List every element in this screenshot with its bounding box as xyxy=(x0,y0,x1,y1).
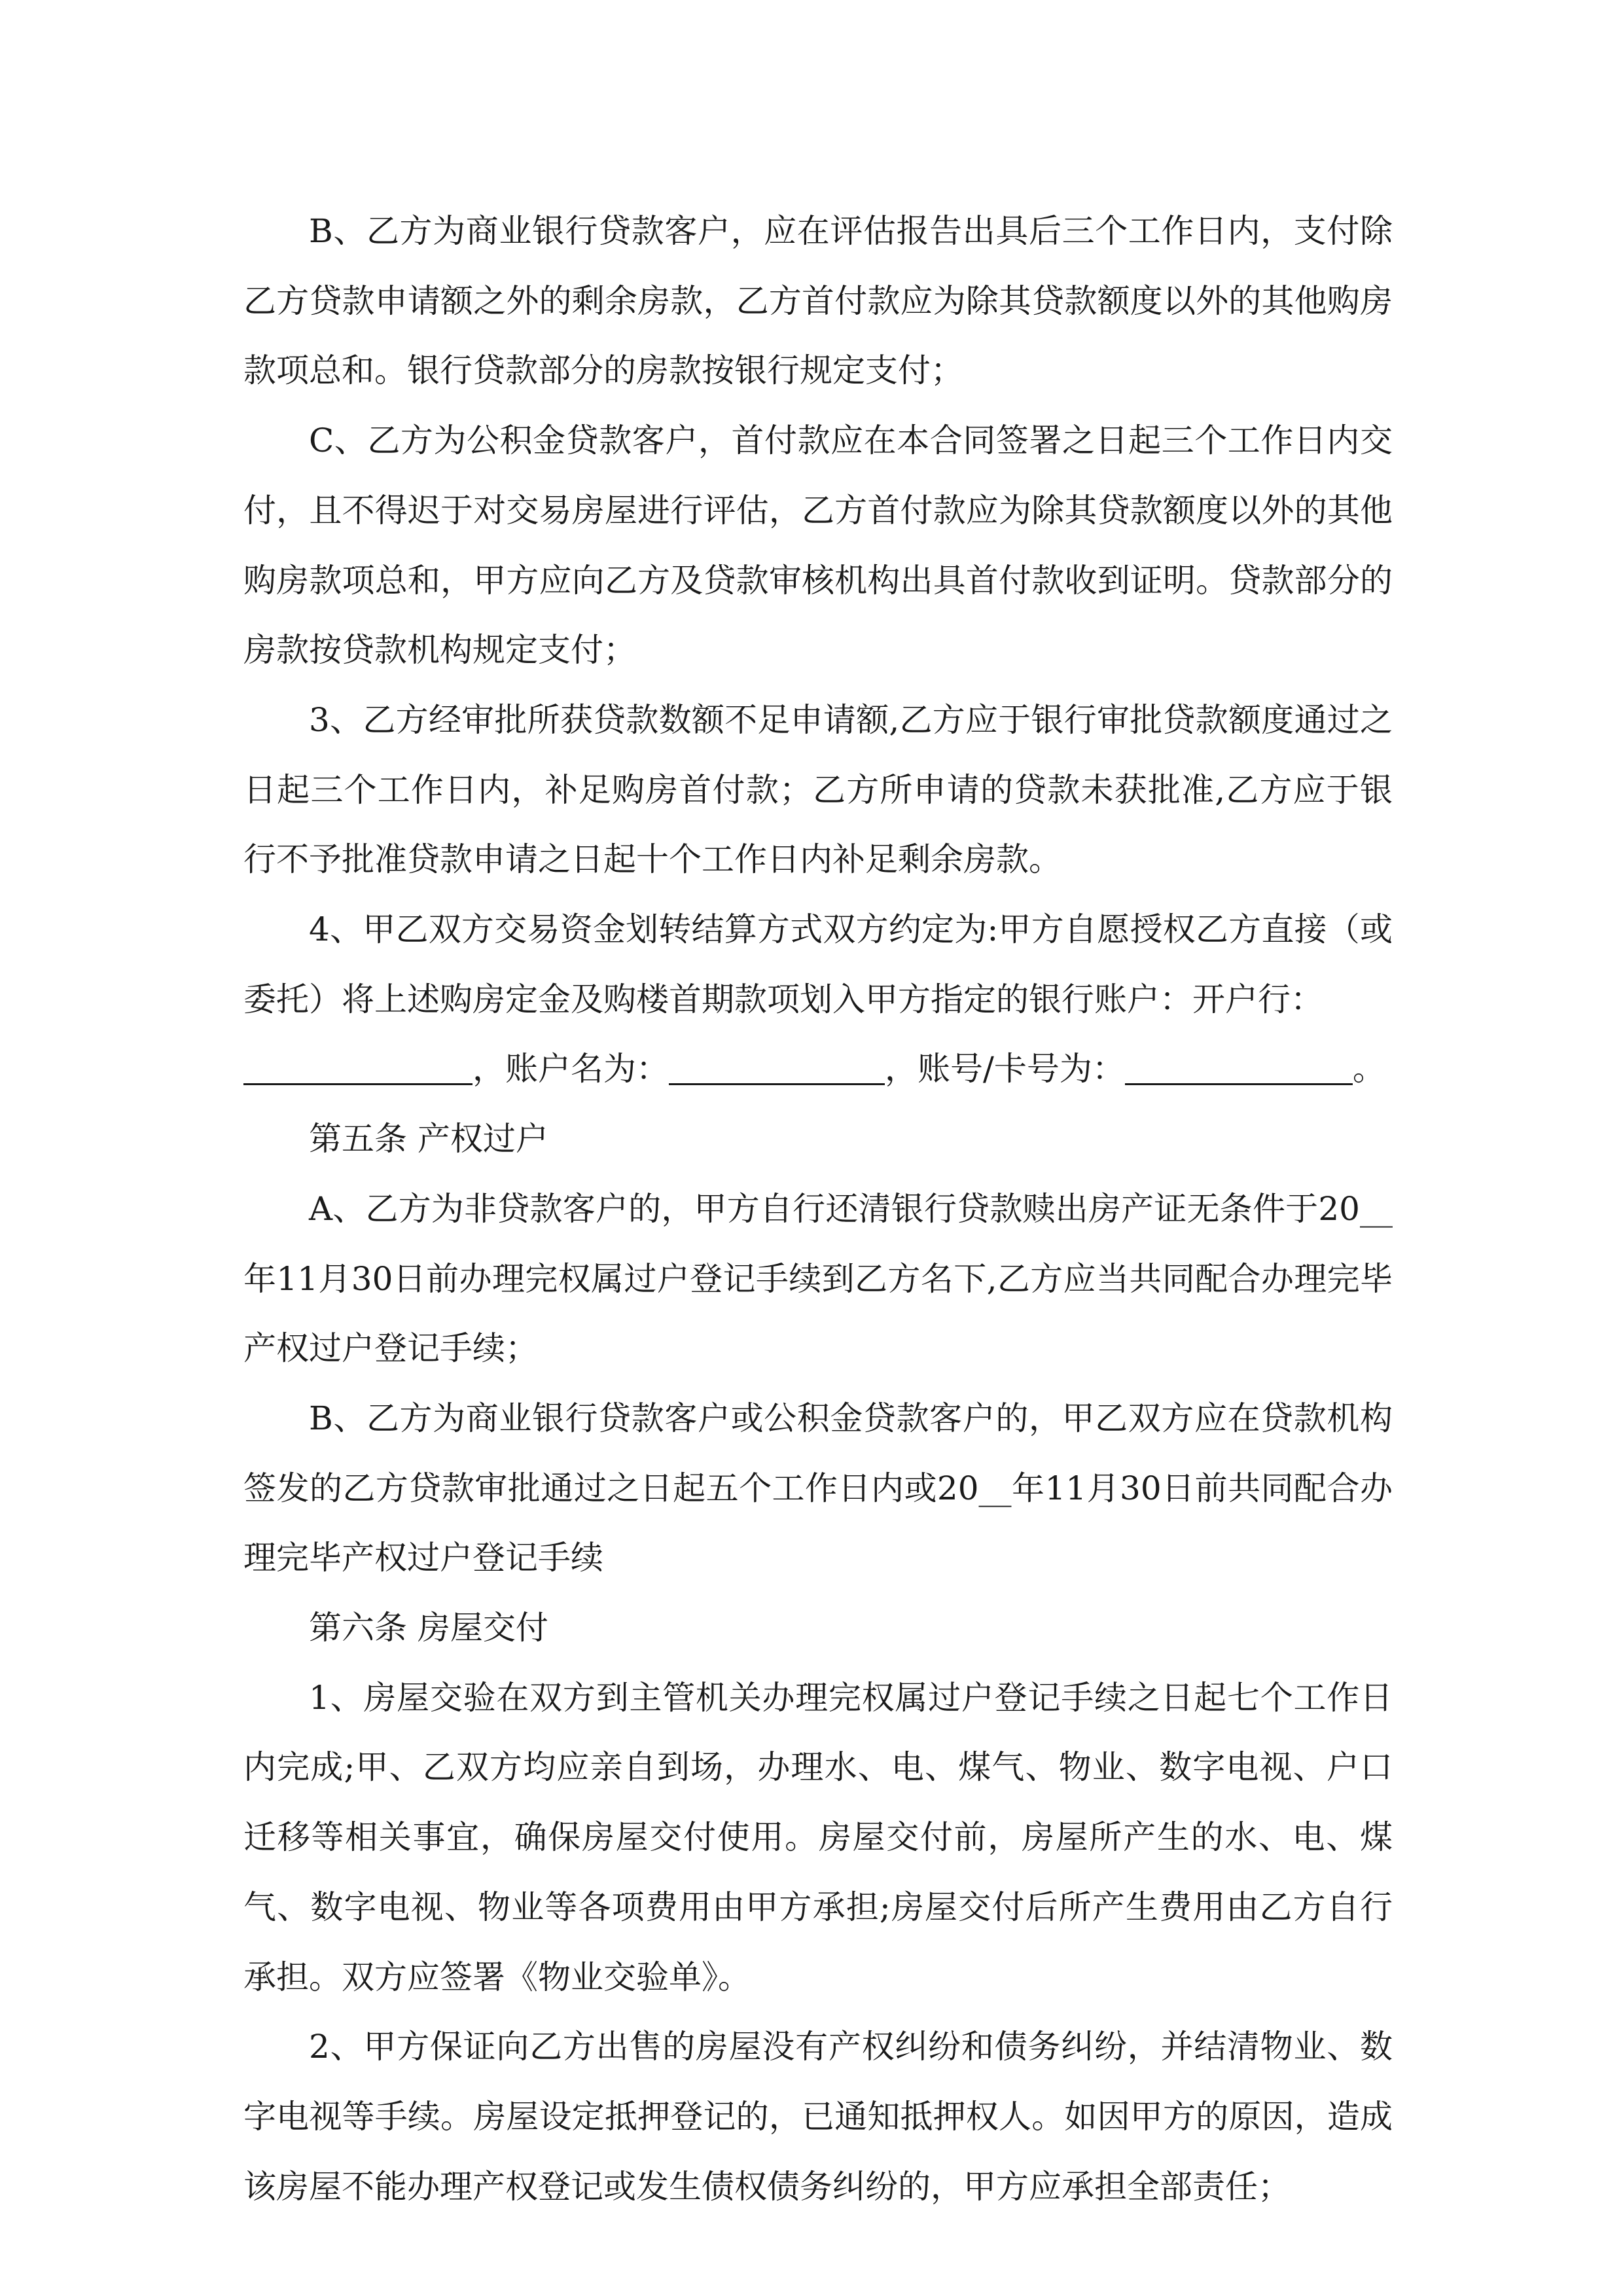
bank-name-blank[interactable] xyxy=(243,1045,473,1085)
article-6-heading: 第六条 房屋交付 xyxy=(309,1609,548,1647)
paragraph-5b-loan-transfer: B、乙方为商业银行贷款客户或公积金贷款客户的，甲乙双方应在贷款机构签发的乙方贷款审批通过之日起五个工作日内或20__年11月30日前共同配合办理完毕产权过户登记手续 xyxy=(243,1399,1393,1577)
paragraph-6-1-handover: 1、房屋交验在双方到主管机关办理完权属过户登记手续之日起七个工作日内完成;甲、乙双方均应亲自到场，办理水、电、煤气、物业、数字电视、户口迁移等相关事宜，确保房屋交付使用。房屋交付前，房屋所产生的水、电、煤气、数字电视、物业等各项费用由甲方承担;房屋交付后所产生费用由乙方自行承担。双方应签署《物业交验单》。 xyxy=(243,1678,1393,1996)
paragraph-5a-non-loan-transfer: A、乙方为非贷款客户的，甲方自行还清银行贷款赎出房产证无条件于20__年11月30日前办理完权属过户登记手续到乙方名下,乙方应当共同配合办理完毕产权过户登记手续； xyxy=(243,1189,1393,1368)
paragraph-3-loan-shortfall: 3、乙方经审批所获贷款数额不足申请额,乙方应于银行审批贷款额度通过之日起三个工作日内，补足购房首付款；乙方所申请的贷款未获批准,乙方应于银行不予批准贷款申请之日起十个工作日内补足剩余房款。 xyxy=(243,700,1393,879)
sentence-end-mark: 。 xyxy=(1352,1050,1385,1088)
account-name-label: ，账户名为： xyxy=(473,1050,669,1088)
fund-transfer-text: 4、甲乙双方交易资金划转结算方式双方约定为:甲方自愿授权乙方直接（或委托）将上述购房定金及购楼首期款项划入甲方指定的银行账户：开户行： xyxy=(243,910,1393,1018)
paragraph-4-fund-transfer xyxy=(243,895,1393,1104)
account-fields-line xyxy=(243,1034,1393,1104)
paragraph-c-provident-fund-loan: C、乙方为公积金贷款客户，首付款应在本合同签署之日起三个工作日内交付，且不得迟于对交易房屋进行评估，乙方首付款应为除其贷款额度以外的其他购房款项总和，甲方应向乙方及贷款审核机构出具首付款收到证明。贷款部分的房款按贷款机构规定支付； xyxy=(243,422,1393,670)
paragraph-6-2-guarantee: 2、甲方保证向乙方出售的房屋没有产权纠纷和债务纠纷，并结清物业、数字电视等手续。房屋设定抵押登记的，已通知抵押权人。如因甲方的原因，造成该房屋不能办理产权登记或发生债权债务纠纷的，甲方应承担全部责任； xyxy=(243,2028,1393,2206)
account-name-blank[interactable] xyxy=(669,1045,885,1085)
account-number-blank[interactable] xyxy=(1125,1045,1353,1085)
contract-body xyxy=(243,196,1393,2221)
account-number-label: ，账号/卡号为： xyxy=(885,1050,1125,1088)
paragraph-b-commercial-loan: B、乙方为商业银行贷款客户，应在评估报告出具后三个工作日内，支付除乙方贷款申请额之外的剩余房款，乙方首付款应为除其贷款额度以外的其他购房款项总和。银行贷款部分的房款按银行规定支付； xyxy=(243,212,1393,390)
article-5-heading: 第五条 产权过户 xyxy=(309,1120,548,1158)
